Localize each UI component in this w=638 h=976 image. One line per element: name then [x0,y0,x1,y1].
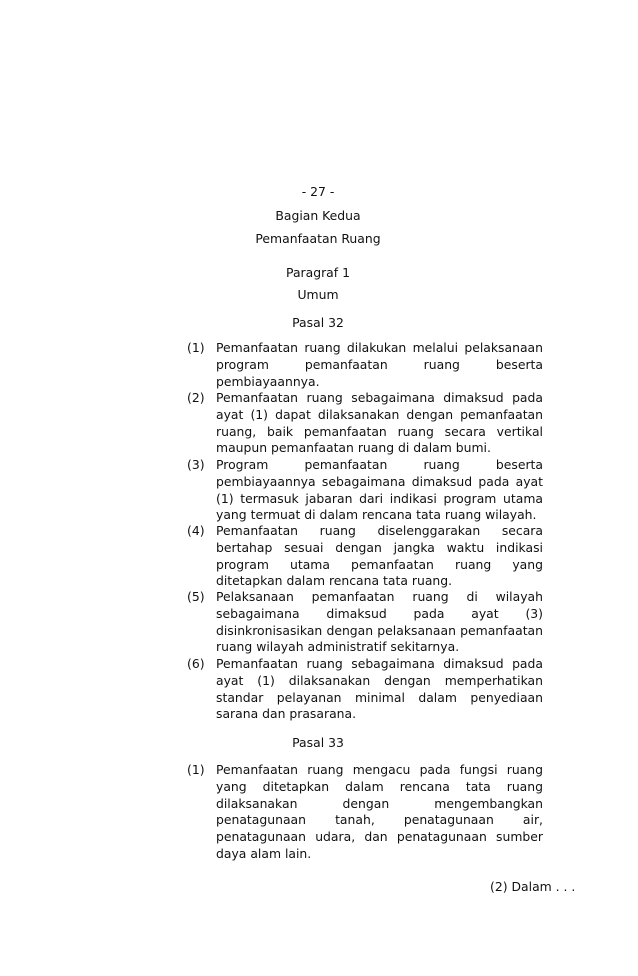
article-32-clause-2 [187,390,543,457]
article-32-clause-5 [187,589,543,656]
clause-number: (3) [187,457,205,472]
clause-text: Pemanfaatan ruang dilakukan melalui pelaksanaan program pemanfaatan ruang beserta pembiayaannya. [216,340,543,389]
section-title: Pemanfaatan Ruang [255,231,381,246]
continuation-note: (2) Dalam . . . [490,879,576,894]
clause-number: (2) [187,390,205,405]
clause-text: Program pemanfaatan ruang beserta pembiayaannya sebagaimana dimaksud pada ayat (1) termasuk jabaran dari indikasi program utama yang termuat di dalam rencana tata ruang wilayah. [216,457,543,523]
article-32-clause-6 [187,656,543,723]
article-title-33: Pasal 33 [292,735,344,750]
clause-number: (5) [187,589,205,604]
article-32-clause-1 [187,340,543,390]
clause-text: Pelaksanaan pemanfaatan ruang di wilayah sebagaimana dimaksud pada ayat (3) disinkronisasikan dengan pelaksanaan pemanfaatan ruang wilayah administratif sekitarnya. [216,589,543,655]
article-32-clause-4 [187,523,543,590]
article-32-clause-3 [187,457,543,524]
clause-number: (4) [187,523,205,538]
clause-number: (1) [187,340,205,355]
section-heading: Bagian Kedua [275,208,361,223]
clause-text: Pemanfaatan ruang sebagaimana dimaksud pada ayat (1) dapat dilaksanakan dengan pemanfaatan ruang, baik pemanfaatan ruang secara vertikal maupun pemanfaatan ruang di dalam bumi. [216,390,543,456]
paragraph-heading: Paragraf 1 [286,265,350,280]
clause-text: Pemanfaatan ruang sebagaimana dimaksud pada ayat (1) dilaksanakan dengan memperhatikan standar pelayanan minimal dalam penyediaan sarana dan prasarana. [216,656,543,722]
clause-number: (6) [187,656,205,671]
clause-number: (1) [187,762,205,777]
clause-text: Pemanfaatan ruang diselenggarakan secara bertahap sesuai dengan jangka waktu indikasi program utama pemanfaatan ruang yang ditetapkan dalam rencana tata ruang. [216,523,543,589]
clause-text: Pemanfaatan ruang mengacu pada fungsi ruang yang ditetapkan dalam rencana tata ruang dilaksanakan dengan mengembangkan penatagunaan tanah, penatagunaan air, penatagunaan udara, dan penatagunaan sumber daya alam lain. [216,762,543,861]
article-title-32: Pasal 32 [292,315,344,330]
paragraph-title: Umum [297,287,339,302]
article-33-clause-1 [187,762,543,863]
page-number: - 27 - [301,184,335,199]
